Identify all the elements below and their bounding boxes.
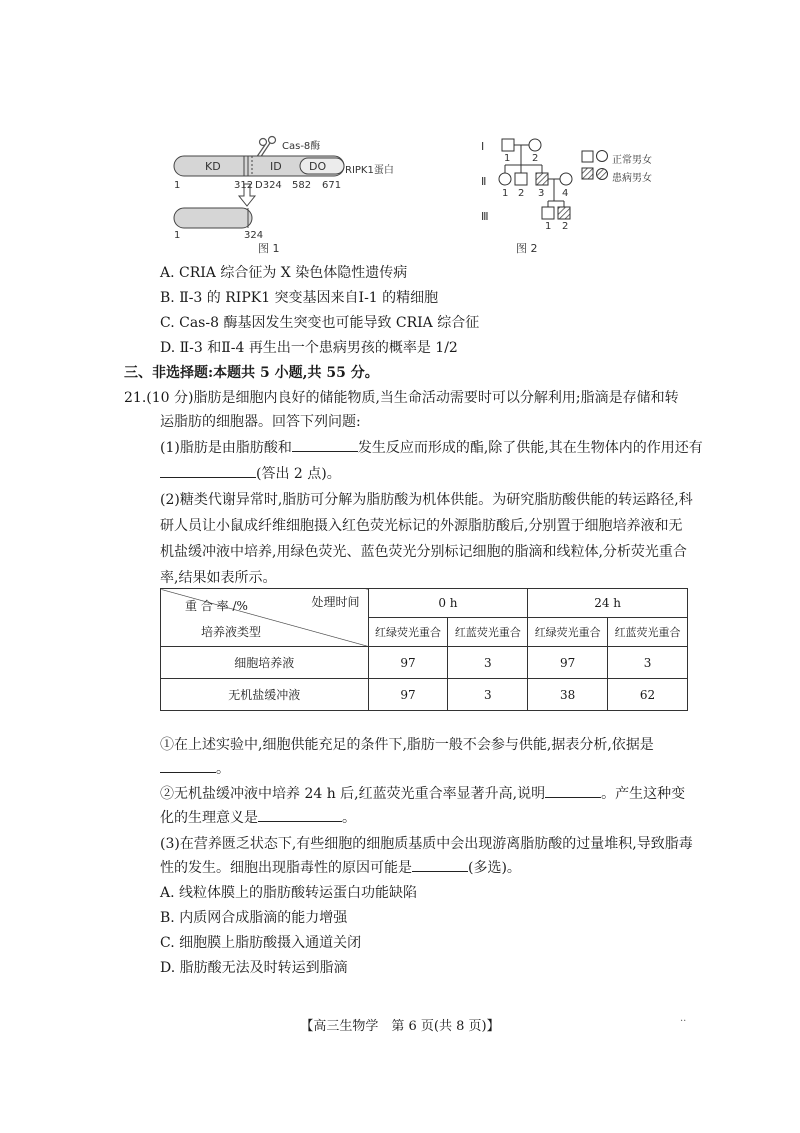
answer-blank[interactable] bbox=[545, 785, 601, 798]
enzyme-label: Cas-8酶 bbox=[282, 141, 321, 152]
header-type: 培养液类型 bbox=[201, 625, 262, 639]
table-header-diagonal bbox=[161, 589, 369, 647]
table-cell: 3 bbox=[608, 647, 688, 679]
q21-sub2-text-b: 。产生这种变 bbox=[601, 786, 686, 802]
subcol: 红蓝荧光重合 bbox=[608, 618, 688, 647]
segment-id: ID bbox=[270, 160, 282, 173]
top-num: 1 bbox=[174, 180, 181, 191]
q20-option-b: B. Ⅱ-3 的 RIPK1 突变基因来自Ⅰ-1 的精细胞 bbox=[160, 290, 439, 306]
gen-2-label: Ⅱ bbox=[481, 175, 487, 188]
q21-stem-line1: 21.(10 分)脂肪是细胞内良好的储能物质,当生命活动需要时可以分解利用;脂滴是存储和转 bbox=[124, 390, 679, 406]
q21-part3-text-b: (多选)。 bbox=[468, 860, 521, 876]
gen-2-num: 2 bbox=[518, 188, 525, 199]
gen-1-num: 1 bbox=[504, 153, 511, 164]
row-name: 细胞培养液 bbox=[161, 647, 369, 679]
q21-stem-line2: 运脂肪的细胞器。回答下列问题: bbox=[160, 414, 361, 430]
legend-affected: 患病男女 bbox=[612, 173, 652, 184]
gen-3-num: 1 bbox=[545, 221, 552, 232]
segment-do: DO bbox=[309, 160, 327, 173]
gen-2-num: 3 bbox=[538, 188, 545, 199]
q21-part1-text-a: (1)脂肪是由脂肪酸和 bbox=[160, 440, 292, 456]
q20-option-a: A. CRIA 综合征为 X 染色体隐性遗传病 bbox=[160, 265, 408, 281]
q21-part1-text-b: 发生反应而形成的酯,除了供能,其在生物体内的作用还有 bbox=[357, 440, 703, 456]
answer-blank[interactable] bbox=[160, 465, 256, 478]
table-cell: 97 bbox=[528, 647, 608, 679]
bottom-num: 1 bbox=[174, 230, 181, 241]
table-cell: 97 bbox=[368, 647, 448, 679]
q21-part2-line3: 机盐缓冲液中培养,用绿色荧光、蓝色荧光分别标记细胞的脂滴和线粒体,分析荧光重合 bbox=[160, 544, 687, 560]
table-cell: 3 bbox=[448, 679, 528, 711]
section-title: 三、非选择题:本题共 5 小题,共 55 分。 bbox=[124, 365, 379, 381]
q21-option-d: D. 脂肪酸无法及时转运到脂滴 bbox=[160, 960, 348, 976]
scissors-icon bbox=[256, 137, 276, 159]
subcol: 红绿荧光重合 bbox=[368, 618, 448, 647]
q21-option-c: C. 细胞膜上脂肪酸摄入通道关闭 bbox=[160, 935, 362, 951]
answer-blank[interactable] bbox=[258, 809, 342, 822]
q21-part1-text-c: (答出 2 点)。 bbox=[256, 466, 341, 482]
q21-sub1-end: 。 bbox=[216, 761, 230, 777]
figure-1-caption: 图 1 bbox=[258, 242, 280, 255]
segment-kd: KD bbox=[205, 160, 221, 173]
header-rate: 重 合 率 /% bbox=[185, 599, 248, 613]
corner-mark: ·· bbox=[680, 1016, 687, 1027]
q21-sub2-text-c: 化的生理意义是 bbox=[160, 810, 258, 826]
page-footer: 【高三生物学 第 6 页(共 8 页)】 bbox=[300, 1019, 500, 1034]
table-cell: 62 bbox=[608, 679, 688, 711]
table-cell: 38 bbox=[528, 679, 608, 711]
results-table bbox=[160, 588, 688, 711]
top-num: 582 bbox=[292, 180, 312, 191]
subcol: 红蓝荧光重合 bbox=[448, 618, 528, 647]
gen-3-num: 2 bbox=[562, 221, 569, 232]
q21-part2-line4: 率,结果如表所示。 bbox=[160, 570, 277, 586]
q21-part2-line2: 研人员让小鼠成纤维细胞摄入红色荧光标记的外源脂肪酸后,分别置于细胞培养液和无 bbox=[160, 518, 683, 534]
figure-2-caption: 图 2 bbox=[516, 242, 538, 255]
q21-part2-line1: (2)糖类代谢异常时,脂肪可分解为脂肪酸为机体供能。为研究脂肪酸供能的转运路径,科 bbox=[160, 492, 693, 508]
gen-3-label: Ⅲ bbox=[481, 210, 489, 223]
top-num: 312 bbox=[234, 180, 254, 191]
gen-1-num: 2 bbox=[532, 153, 539, 164]
q21-sub1-line1: ①在上述实验中,细胞供能充足的条件下,脂肪一般不会参与供能,据表分析,依据是 bbox=[160, 737, 654, 753]
gen-2-num: 1 bbox=[502, 188, 509, 199]
q21-sub2-text-a: ②无机盐缓冲液中培养 24 h 后,红蓝荧光重合率显著升高,说明 bbox=[160, 786, 546, 802]
table-cell: 97 bbox=[368, 679, 448, 711]
q21-sub2-text-d: 。 bbox=[342, 810, 356, 826]
q21-option-b: B. 内质网合成脂滴的能力增强 bbox=[160, 910, 348, 926]
gen-2-num: 4 bbox=[562, 188, 569, 199]
top-num: 671 bbox=[322, 180, 342, 191]
q21-part3-text-a: 性的发生。细胞出现脂毒性的原因可能是 bbox=[160, 860, 412, 876]
time-24h: 24 h bbox=[528, 589, 688, 618]
answer-blank[interactable] bbox=[160, 760, 216, 773]
q20-option-d: D. Ⅱ-3 和Ⅱ-4 再生出一个患病男孩的概率是 1/2 bbox=[160, 340, 458, 356]
time-0h: 0 h bbox=[368, 589, 528, 618]
legend-normal: 正常男女 bbox=[612, 155, 652, 166]
answer-blank[interactable] bbox=[292, 439, 358, 452]
q21-part1-line1 bbox=[160, 437, 703, 457]
gen-1-label: Ⅰ bbox=[481, 140, 485, 153]
q21-sub2-line1 bbox=[160, 783, 685, 803]
q20-option-c: C. Cas-8 酶基因发生突变也可能导致 CRIA 综合征 bbox=[160, 315, 480, 331]
answer-blank[interactable] bbox=[412, 859, 468, 872]
q21-part3-line1: (3)在营养匮乏状态下,有些细胞的细胞质基质中会出现游离脂肪酸的过量堆积,导致脂毒 bbox=[160, 836, 693, 852]
protein-label: RIPK1蛋白 bbox=[345, 165, 394, 176]
q21-part3-line2 bbox=[160, 857, 521, 877]
bottom-num: 324 bbox=[244, 230, 264, 241]
subcol: 红绿荧光重合 bbox=[528, 618, 608, 647]
q21-part1-line2 bbox=[160, 463, 341, 483]
row-name: 无机盐缓冲液 bbox=[161, 679, 369, 711]
q21-sub2-line2 bbox=[160, 807, 356, 827]
table-cell: 3 bbox=[448, 647, 528, 679]
top-num: D324 bbox=[255, 180, 282, 191]
q21-option-a: A. 线粒体膜上的脂肪酸转运蛋白功能缺陷 bbox=[160, 885, 418, 901]
header-time: 处理时间 bbox=[311, 595, 360, 609]
pedigree-chart bbox=[490, 135, 720, 245]
q21-sub1-line2 bbox=[160, 758, 230, 778]
